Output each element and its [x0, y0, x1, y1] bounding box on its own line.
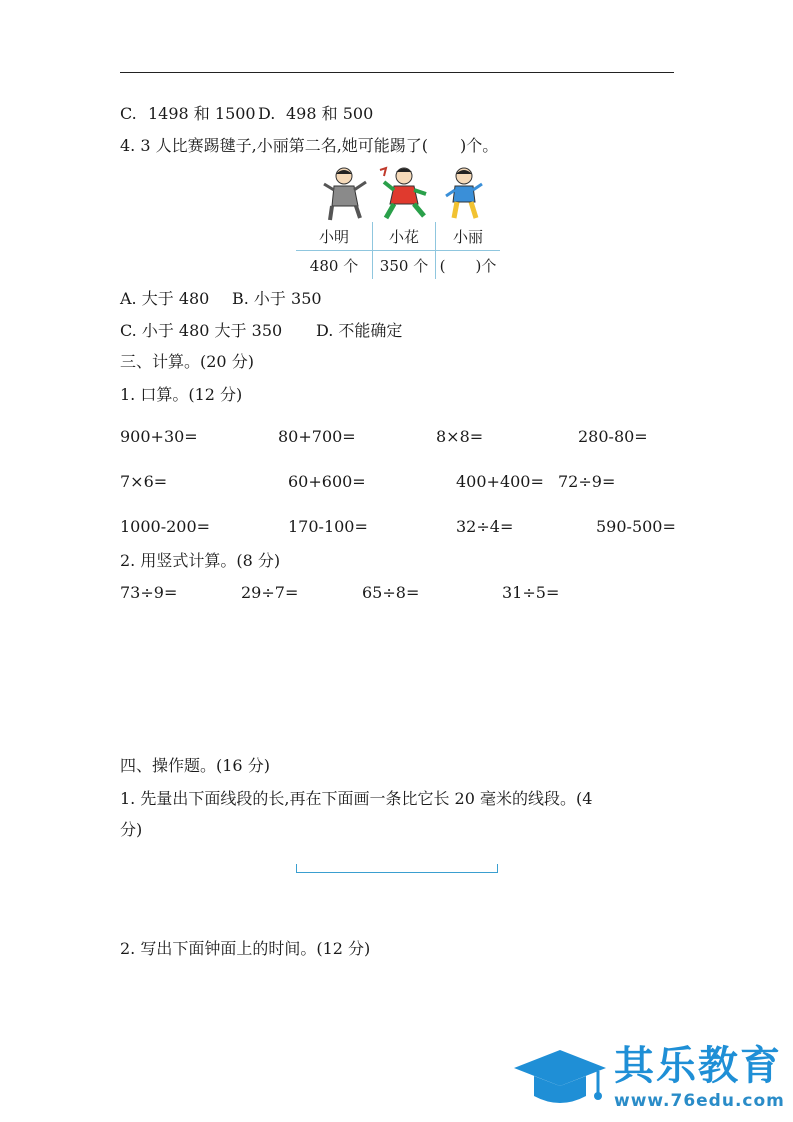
q4-question: 4. 3 人比赛踢毽子,小丽第二名,她可能踢了( )个。 [120, 136, 499, 155]
oral-item: 80+700= [278, 427, 356, 446]
table-header-xiaoming: 小明 [296, 222, 373, 251]
vertical-calc-item: 65÷8= [362, 583, 420, 602]
kid-xiaoli-illustration [440, 166, 492, 222]
section4-q1-line1: 1. 先量出下面线段的长,再在下面画一条比它长 20 毫米的线段。(4 [120, 789, 593, 808]
section3-part2-title: 2. 用竖式计算。(8 分) [120, 551, 281, 570]
table-cell-xiaohua-count: 350 个 [373, 251, 436, 280]
q3-option-c-text: 1498 和 1500 [148, 104, 256, 123]
oral-item: 900+30= [120, 427, 198, 446]
q3-option-d-label: D. [258, 104, 276, 123]
q3-option-c-label: C. [120, 104, 137, 123]
kid-xiaoming-illustration [320, 166, 372, 222]
q4-option-a: A. 大于 480 [120, 289, 210, 308]
table-header-xiaoli: 小丽 [436, 222, 501, 251]
oral-item: 60+600= [288, 472, 366, 491]
section3-title: 三、计算。(20 分) [120, 352, 254, 371]
section3-part1-title: 1. 口算。(12 分) [120, 385, 243, 404]
oral-item: 400+400= [456, 472, 544, 491]
measure-line-segment [296, 864, 498, 873]
kids-illustration [316, 166, 496, 222]
vertical-calc-item: 73÷9= [120, 583, 178, 602]
oral-item: 8×8= [436, 427, 484, 446]
brand-name: 其乐教育 [614, 1043, 782, 1089]
top-rule [120, 72, 674, 73]
oral-item: 1000-200= [120, 517, 211, 536]
table-header-xiaohua: 小花 [373, 222, 436, 251]
q3-option-d-text: 498 和 500 [286, 104, 374, 123]
oral-item: 170-100= [288, 517, 368, 536]
oral-item: 32÷4= [456, 517, 514, 536]
q4-option-b: B. 小于 350 [232, 289, 322, 308]
section4-q2: 2. 写出下面钟面上的时间。(12 分) [120, 939, 371, 958]
graduation-cap-icon [510, 1046, 610, 1112]
oral-item: 280-80= [578, 427, 648, 446]
brand-logo [510, 1040, 790, 1116]
section4-q1-line2: 分) [120, 820, 143, 839]
q4-option-d: D. 不能确定 [316, 321, 403, 340]
vertical-calc-item: 31÷5= [502, 583, 560, 602]
section4-title: 四、操作题。(16 分) [120, 756, 270, 775]
q4-score-table [296, 222, 500, 279]
oral-item: 72÷9= [558, 472, 616, 491]
table-cell-xiaoming-count: 480 个 [309, 256, 359, 275]
brand-url: www.76edu.com [614, 1091, 785, 1111]
q4-option-c: C. 小于 480 大于 350 [120, 321, 283, 340]
table-cell-xiaoli-count: ( )个 [436, 251, 501, 280]
kid-xiaohua-illustration [378, 166, 430, 222]
oral-item: 590-500= [596, 517, 676, 536]
oral-item: 7×6= [120, 472, 168, 491]
vertical-calc-item: 29÷7= [241, 583, 299, 602]
